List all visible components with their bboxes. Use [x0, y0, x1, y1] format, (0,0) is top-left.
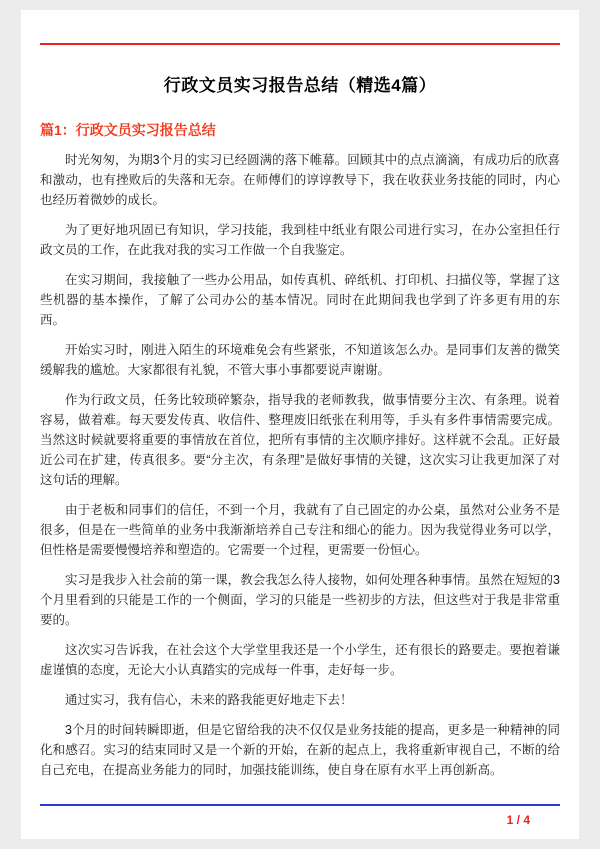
paragraph: 通过实习，我有信心，未来的路我能更好地走下去！	[65, 693, 353, 707]
page-footer	[40, 800, 560, 829]
paragraph: 实习是我步入社会前的第一课，教会我怎么待人接物，如何处理各种事情。虽然在短短的3个月里看到的只能是工作的一个侧面，学习的只能是一些初步的方法，但这些对于我是非常重要的。	[40, 573, 560, 627]
paragraph: 时光匆匆，为期3个月的实习已经圆满的落下帷幕。回顾其中的点点滴滴，有成功后的欣喜和激动，也有挫败后的失落和无奈。在师傅们的谆谆教导下，我在收获业务技能的同时，内心也经历着微妙的成长。	[40, 153, 560, 207]
page-number: 1 / 4	[506, 813, 530, 827]
paragraph: 3个月的时间转瞬即逝，但是它留给我的决不仅仅是业务技能的提高，更多是一种精神的同化和感召。实习的结束同时又是一个新的开始，在新的起点上，我将重新审视自己，不断的给自己充电，在提高业务能力的同时，加强技能训练，使自身在原有水平上再创新高。	[40, 723, 560, 777]
document-title: 行政文员实习报告总结（精选4篇）	[163, 76, 437, 95]
paragraph: 开始实习时，刚进入陌生的环境难免会有些紧张，不知道该怎么办。是同事们友善的微笑缓解我的尴尬。大家都很有礼貌，不管大事小事都要说声谢谢。	[40, 343, 560, 377]
paragraph: 为了更好地巩固已有知识，学习技能，我到桂中纸业有限公司进行实习，在办公室担任行政文员的工作，在此我对我的实习工作做一个自我鉴定。	[40, 223, 560, 257]
paragraph: 由于老板和同事们的信任，不到一个月，我就有了自己固定的办公桌，虽然对公业务不是很多，但是在一些简单的业务中我渐渐培养自己专注和细心的能力。因为我觉得业务可以学，但性格是需要慢慢培养和塑造的。它需要一个过程，更需要一份恒心。	[40, 503, 560, 557]
bottom-divider	[40, 804, 560, 806]
document-page	[21, 10, 579, 839]
paragraph: 在实习期间，我接触了一些办公用品，如传真机、碎纸机、打印机、扫描仪等，掌握了这些机器的基本操作，了解了公司办公的基本情况。同时在此期间我也学到了许多更有用的东西。	[40, 273, 560, 327]
paragraph: 这次实习告诉我，在社会这个大学堂里我还是一个小学生，还有很长的路要走。要抱着谦虚谨慎的态度，无论大小认真踏实的完成每一件事，走好每一步。	[40, 643, 560, 677]
paragraph: 作为行政文员，任务比较琐碎繁杂，指导我的老师教我，做事情要分主次、有条理。说着容易，做着难。每天要发传真、收信件、整理废旧纸张在利用等，手头有多件事情需要完成。当然这时候就要将重要的事情放在首位，把所有事情的主次顺序排好。这样就不会乱。正好最近公司在扩建，传真很多。要“分主次，有条理”是做好事情的关键，这次实习让我更加深了对这句话的理解。	[40, 393, 560, 487]
section-1-heading: 篇1：行政文员实习报告总结	[40, 122, 216, 138]
top-divider	[40, 43, 560, 45]
